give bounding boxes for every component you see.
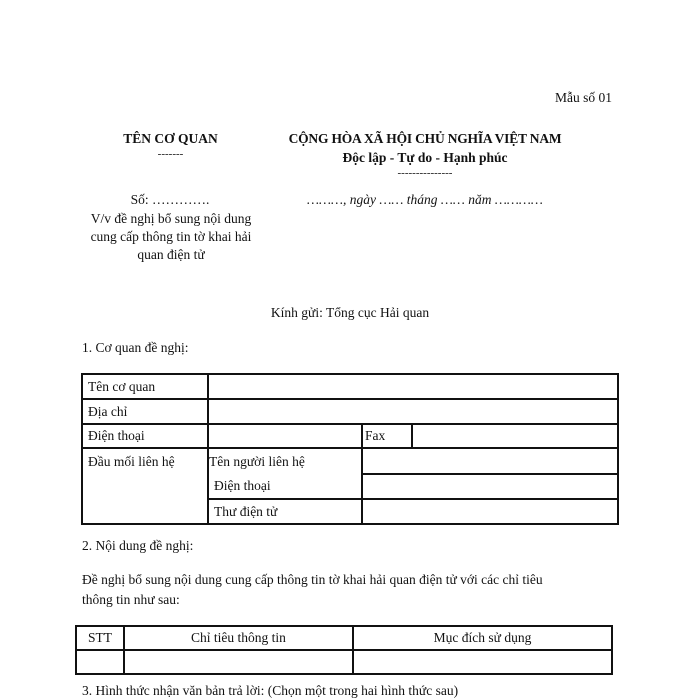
- form-code: Mẫu số 01: [555, 90, 612, 105]
- criteria-cell[interactable]: [124, 650, 353, 674]
- purpose-header: Mục đích sử dụng: [353, 626, 612, 650]
- subject-line-2: cung cấp thông tin tờ khai hải: [90, 229, 252, 244]
- national-rule: ---------------: [397, 167, 453, 179]
- contact-email-label: Thư điện tử: [208, 499, 362, 524]
- national-title: CỘNG HÒA XÃ HỘI CHỦ NGHĨA VIỆT NAM: [288, 131, 562, 146]
- requesting-agency-table: [81, 373, 619, 525]
- subject-line-1: V/v đề nghị bổ sung nội dung: [90, 211, 252, 226]
- criteria-header: Chỉ tiêu thông tin: [124, 626, 353, 650]
- contact-email-value[interactable]: [362, 499, 618, 524]
- addressee: Kính gửi: Tổng cục Hải quan: [270, 305, 430, 320]
- subject-line-3: quan điện tử: [137, 247, 205, 262]
- section2-heading: 2. Nội dung đề nghị:: [82, 538, 194, 553]
- fax-value[interactable]: [412, 424, 618, 448]
- contact-label: Đầu mối liên hệ: [82, 448, 208, 524]
- document-number: Số: ………….: [130, 192, 210, 207]
- contact-person-label: Tên người liên hệ: [208, 448, 362, 474]
- address-value[interactable]: [208, 399, 618, 424]
- purpose-cell[interactable]: [353, 650, 612, 674]
- address-label: Địa chỉ: [82, 399, 208, 424]
- phone-label: Điện thoại: [82, 424, 208, 448]
- agency-name-value[interactable]: [208, 374, 618, 399]
- contact-person-value[interactable]: [362, 448, 618, 474]
- stt-cell[interactable]: [76, 650, 124, 674]
- agency-name: TÊN CƠ QUAN: [123, 131, 218, 146]
- contact-phone-label: Điện thoại: [208, 474, 362, 499]
- phone-value[interactable]: [208, 424, 362, 448]
- information-criteria-table: [75, 625, 613, 675]
- national-motto: Độc lập - Tự do - Hạnh phúc: [342, 150, 508, 165]
- date-line: ………, ngày …… tháng …… năm …………: [307, 192, 543, 207]
- section2-paragraph: [82, 570, 617, 610]
- contact-phone-value[interactable]: [362, 474, 618, 499]
- subject-line: [76, 210, 266, 264]
- fax-label: Fax: [362, 424, 412, 448]
- section1-heading: 1. Cơ quan đề nghị:: [82, 340, 189, 355]
- stt-header: STT: [76, 626, 124, 650]
- agency-rule: -------: [157, 148, 184, 160]
- section2-paragraph-line-2: thông tin như sau:: [82, 592, 180, 607]
- agency-name-label: Tên cơ quan: [82, 374, 208, 399]
- section3-heading: 3. Hình thức nhận văn bản trả lời: (Chọn một trong hai hình thức sau): [82, 683, 459, 698]
- section2-paragraph-line-1: Đề nghị bổ sung nội dung cung cấp thông tin tờ khai hải quan điện tử với các chỉ tiêu: [82, 572, 543, 587]
